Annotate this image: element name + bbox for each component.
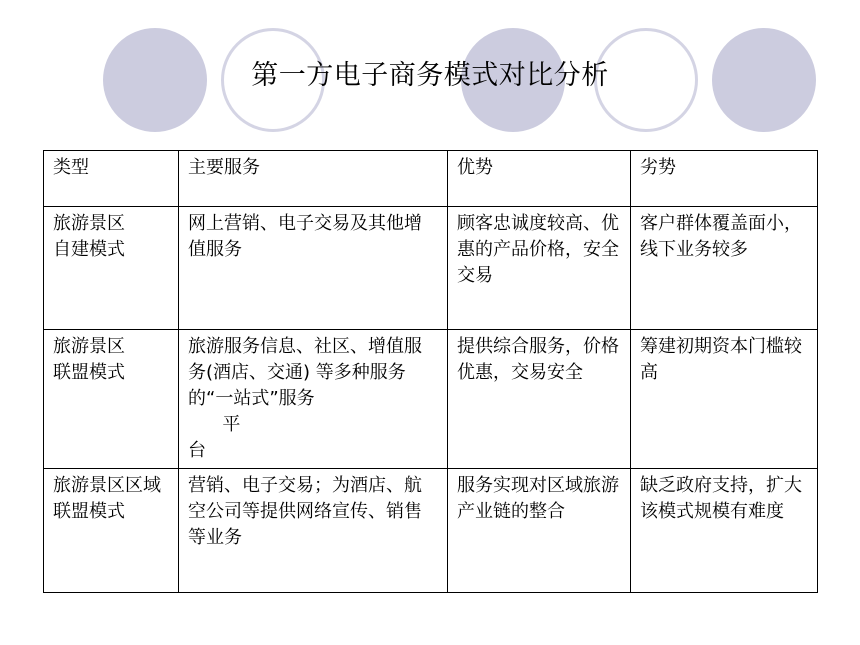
slide-title: 第一方电子商务模式对比分析 — [251, 60, 609, 91]
header-main-services: 主要服务 — [179, 151, 448, 207]
table-cell-advantages: 顾客忠诚度较高、优惠的产品价格，安全交易 — [448, 207, 631, 330]
table-row — [44, 469, 818, 593]
table-cell-advantages: 服务实现对区域旅游产业链的整合 — [448, 469, 631, 593]
table-header-row — [44, 151, 818, 207]
header-type: 类型 — [44, 151, 179, 207]
table-cell-services: 营销、电子交易；为酒店、航空公司等提供网络宣传、销售等业务 — [179, 469, 448, 593]
header-advantages: 优势 — [448, 151, 631, 207]
table-cell-disadvantages: 筹建初期资本门槛较高 — [631, 330, 818, 469]
table-cell-services: 网上营销、电子交易及其他增值服务 — [179, 207, 448, 330]
table-row — [44, 330, 818, 469]
table-cell-advantages: 提供综合服务，价格优惠，交易安全 — [448, 330, 631, 469]
table-cell-disadvantages: 客户群体覆盖面小，线下业务较多 — [631, 207, 818, 330]
comparison-table — [43, 150, 818, 593]
table-cell-type: 旅游景区 联盟模式 — [44, 330, 179, 469]
table-cell-type: 旅游景区区域联盟模式 — [44, 469, 179, 593]
table-row — [44, 207, 818, 330]
table-cell-services: 旅游服务信息、社区、增值服务(酒店、交通) 等多种服务的“一站式”服务 平 台 — [179, 330, 448, 469]
table-cell-disadvantages: 缺乏政府支持，扩大该模式规模有难度 — [631, 469, 818, 593]
table-cell-type: 旅游景区 自建模式 — [44, 207, 179, 330]
header-disadvantages: 劣势 — [631, 151, 818, 207]
